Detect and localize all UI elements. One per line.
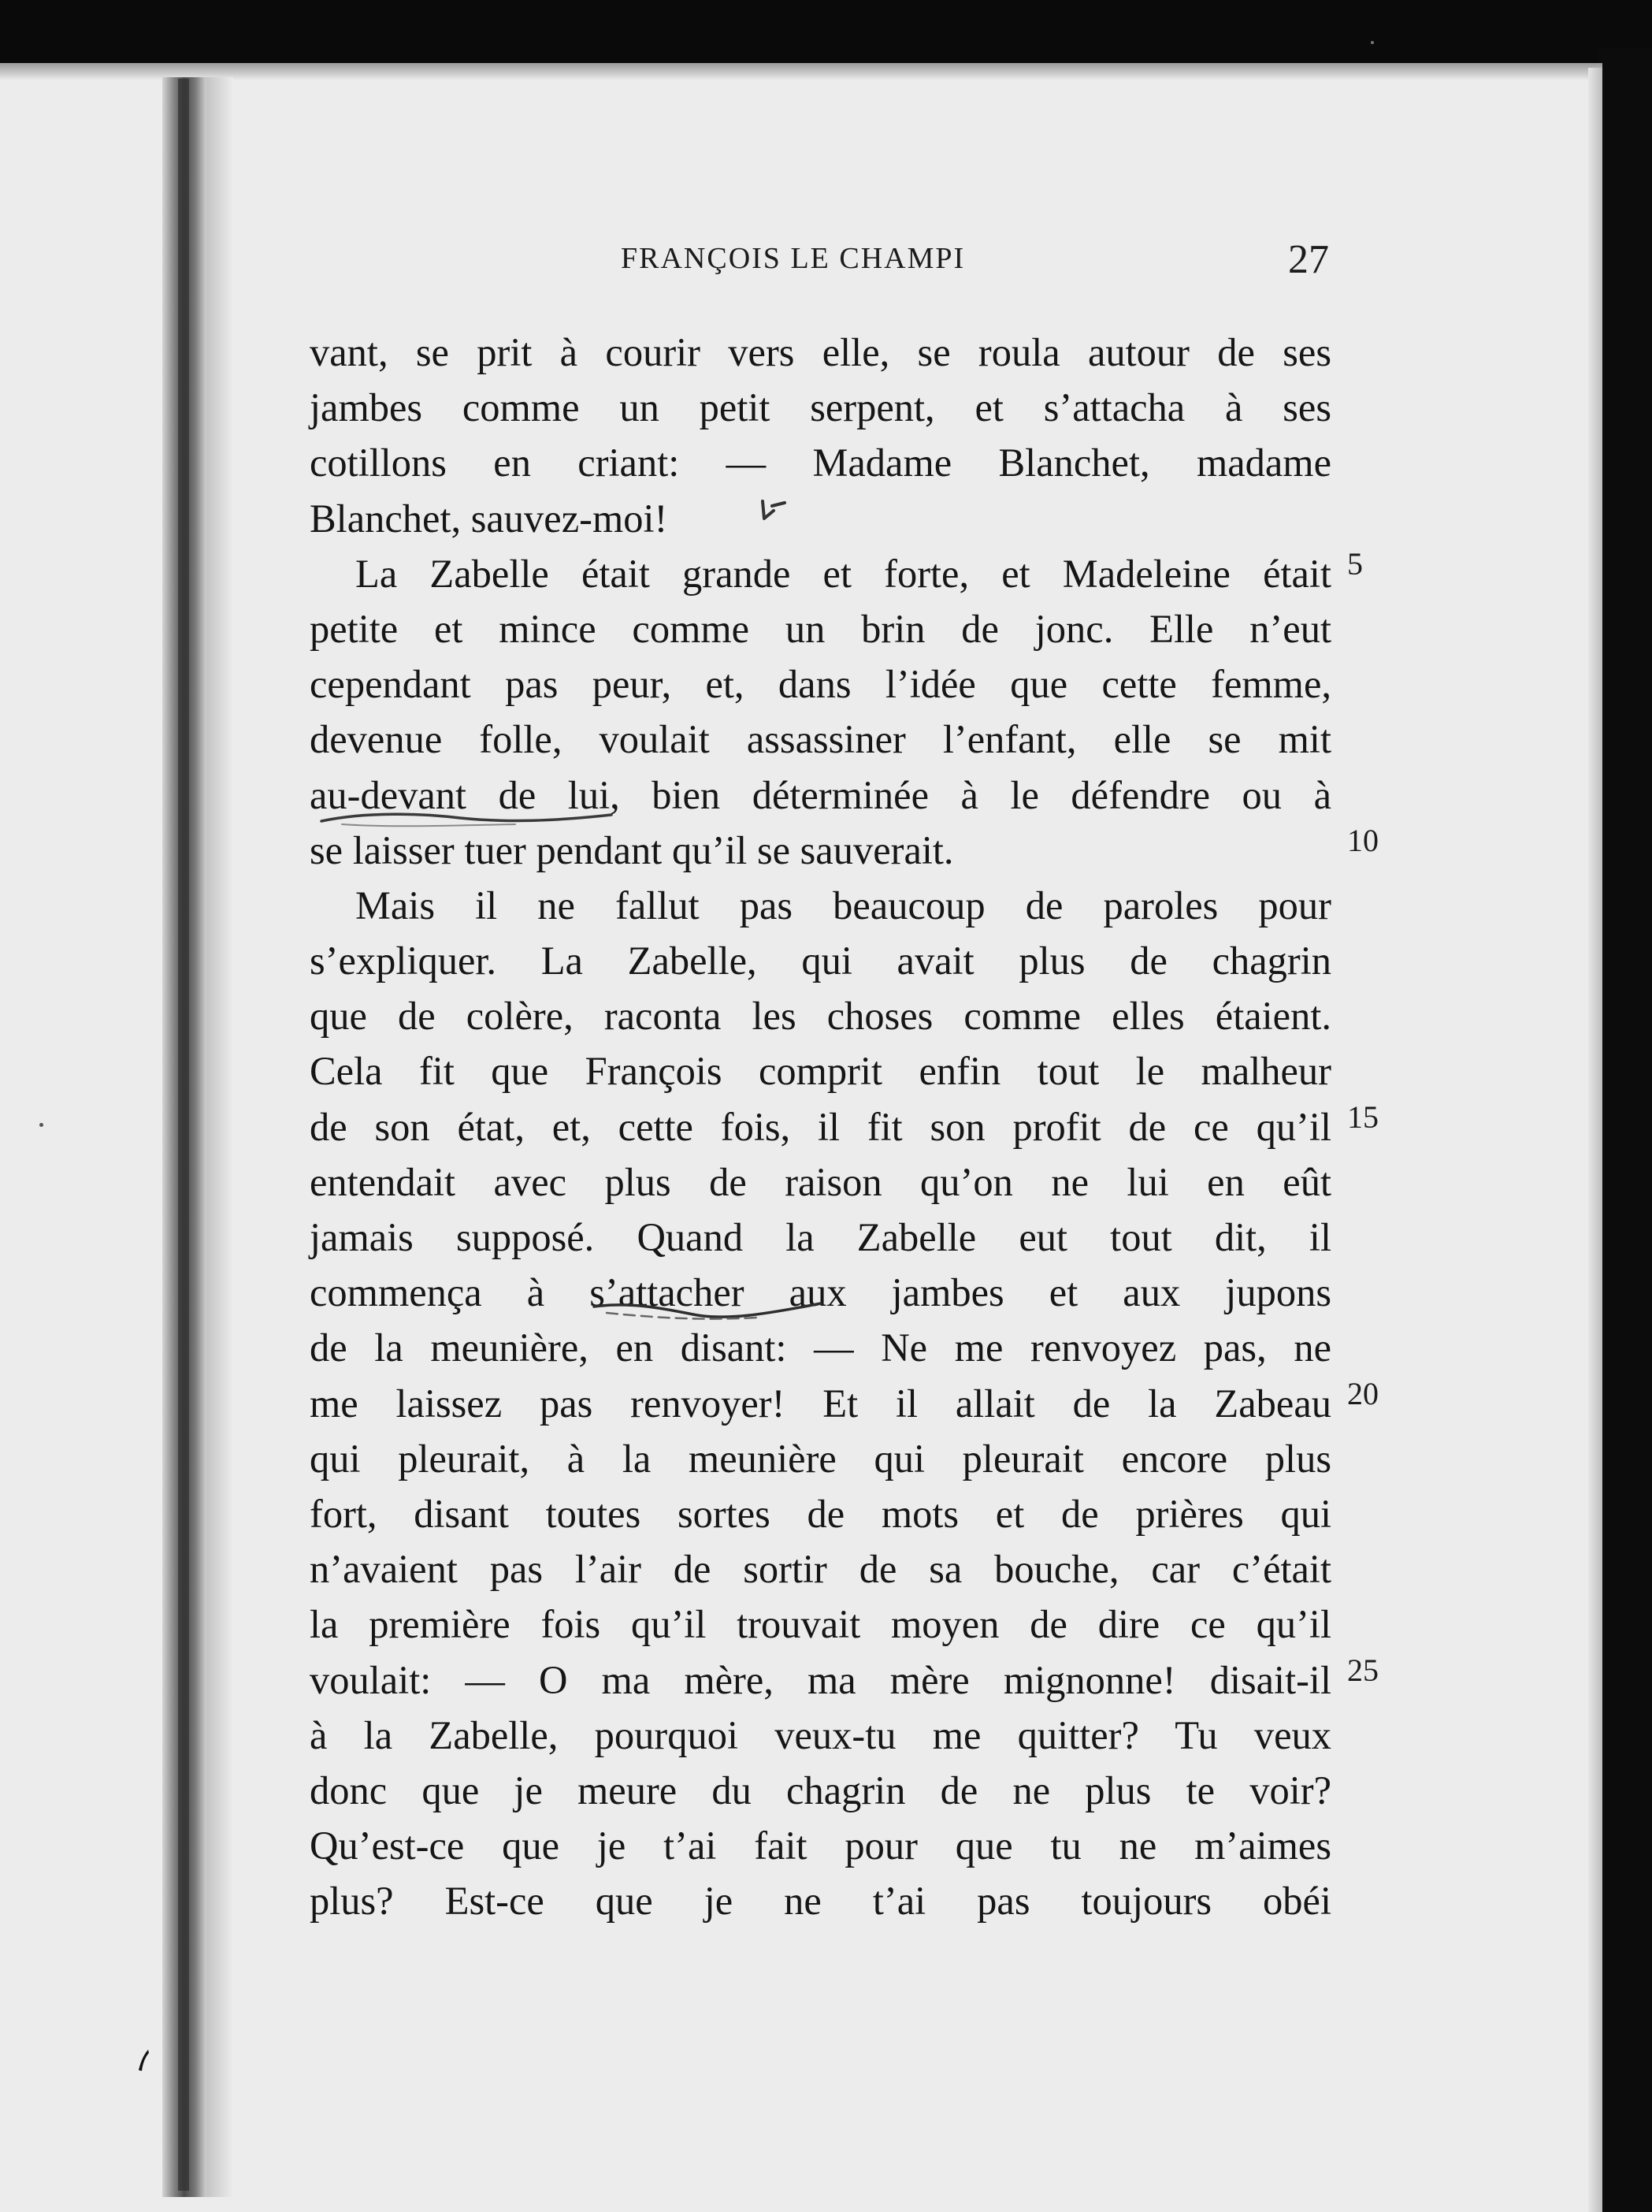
margin-mark-icon [136,2047,151,2073]
text-line: vant, se prit à courir vers elle, se roula autour de ses [310,330,1331,374]
binding-gutter-fade [206,77,233,2197]
text-line: jambes comme un petit serpent, et s’attacha à ses [310,385,1331,430]
text-line: que de colère, raconta les choses comme elles étaient. [310,994,1331,1039]
line-number: 15 [1347,1099,1379,1135]
text-line: jamais supposé. Quand la Zabelle eut tout dit, il [310,1215,1331,1259]
text-line: se laisser tuer pendant qu’il se sauverait. [310,827,954,872]
text-line: de son état, et, cette fois, il fit son profit de ce qu’il [310,1104,1331,1149]
body-text [310,325,1331,1928]
page-top-shadow [0,63,1602,80]
text-line: n’avaient pas l’air de sortir de sa bouche, car c’était [310,1547,1331,1592]
dust-speck [1371,41,1374,44]
dust-speck [39,1123,43,1127]
page-number: 27 [1288,237,1329,282]
text-line: cotillons en criant: — Madame Blanchet, madame [310,441,1331,485]
binding-gutter-shadow [178,79,189,2191]
text-line: la première fois qu’il trouvait moyen de dire ce qu’il [310,1602,1331,1647]
text-line: s’expliquer. La Zabelle, qui avait plus de chagrin [310,939,1331,983]
text-line: à la Zabelle, pourquoi veux-tu me quitter? Tu veux [310,1712,1331,1757]
line-number: 25 [1347,1652,1379,1688]
text-line: plus? Est-ce que je ne t’ai pas toujours obéi [310,1879,1331,1924]
text-line: de la meunière, en disant: — Ne me renvoyez pas, ne [310,1325,1331,1370]
text-line: petite et mince comme un brin de jonc. Elle n’eut [310,606,1331,651]
text-line: qui pleurait, à la meunière qui pleurait encore plus [310,1436,1331,1481]
text-line: commença à s’attacher aux jambes et aux jupons [310,1270,1331,1315]
text-line: devenue folle, voulait assassiner l’enfant, elle se mit [310,717,1331,762]
text-line: me laissez pas renvoyer! Et il allait de la Zabeau [310,1381,1331,1426]
text-line: voulait: — O ma mère, ma mère mignonne! disait-il [310,1657,1331,1702]
text-line: La Zabelle était grande et forte, et Madeleine était [355,551,1331,596]
text-line: Blanchet, sauvez-moi! [310,496,668,541]
text-line: Mais il ne fallut pas beaucoup de paroles pour [355,883,1331,928]
text-line: fort, disant toutes sortes de mots et de prières qui [310,1491,1331,1536]
text-line: Qu’est-ce que je t’ai fait pour que tu ne m’aimes [310,1824,1331,1868]
text-line: donc que je meure du chagrin de ne plus te voir? [310,1768,1331,1812]
text-line: Cela fit que François comprit enfin tout le malheur [310,1049,1331,1094]
scanner-border-right [1599,47,1652,2212]
line-number: 10 [1347,823,1379,858]
text-line: au-devant de lui, bien déterminée à le défendre ou à [310,772,1331,817]
line-number: 20 [1347,1376,1379,1411]
text-line: cependant pas peur, et, dans l’idée que cette femme, [310,662,1331,707]
line-number: 5 [1347,546,1363,582]
text-line: entendait avec plus de raison qu’on ne lui en eût [310,1159,1331,1204]
page-right-edge [1588,68,1602,2212]
running-title: FRANÇOIS LE CHAMPI [621,242,966,275]
